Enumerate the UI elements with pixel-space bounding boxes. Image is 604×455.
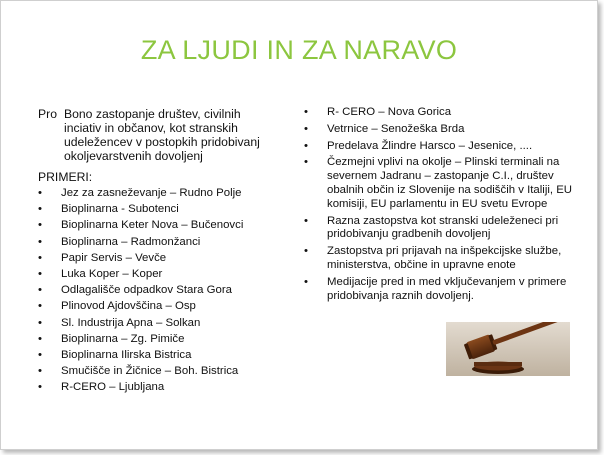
slide-title: ZA LJUDI IN ZA NARAVO	[140, 35, 458, 65]
list-item-text: Bioplinarna - Subotenci	[61, 203, 179, 216]
list-item-text: Odlagališče odpadkov Stara Gora	[61, 284, 232, 297]
list-item-text: Plinovod Ajdovščina – Osp	[61, 300, 196, 313]
list-item-text: Jez za zasneževanje – Rudno Polje	[61, 187, 242, 199]
list-item	[304, 156, 574, 211]
bullet-icon: •	[304, 156, 308, 169]
intro-text: Bono zastopanje društev, civilnih inciativ in občanov, kot stranskih udeležencev v postopkih pridobivanj okoljevarstvenih dovoljenj	[64, 107, 260, 163]
list-item	[38, 234, 293, 250]
list-item	[304, 215, 574, 243]
bullet-icon: •	[304, 106, 308, 118]
bullet-icon: •	[38, 267, 42, 280]
list-item	[38, 185, 293, 201]
intro-lead: Pro	[38, 107, 57, 121]
left-examples-list	[38, 185, 293, 395]
list-item-text: Čezmejni vplivi na okolje – Plinski terminali na severnem Jadranu – zastopanje C.I., društev obalnih občin iz Slovenije na sodiščih v Italiji, EU komisiji, EU parlamentu in EU svetu Evrope	[327, 156, 573, 210]
list-item	[38, 379, 293, 395]
list-item-text: R-CERO – Ljubljana	[61, 381, 165, 394]
bullet-icon: •	[38, 219, 42, 232]
bullet-icon: •	[38, 203, 42, 216]
list-item-text: Zastopstva pri prijavah na inšpekcijske službe, ministerstva, občine in upravne enote	[327, 245, 562, 271]
primeri-heading: PRIMERI:	[38, 170, 93, 184]
bullet-icon: •	[304, 214, 308, 227]
bullet-icon: •	[304, 275, 308, 288]
list-item-text: Sl. Industrija Apna – Solkan	[61, 316, 201, 329]
list-item	[38, 363, 293, 379]
bullet-icon: •	[38, 348, 42, 361]
list-item-text: Vetrnice – Senožeška Brda	[327, 122, 465, 135]
list-item	[304, 245, 574, 273]
list-item-text: Bioplinarna Ilirska Bistrica	[61, 348, 192, 361]
bullet-icon: •	[38, 381, 42, 394]
bullet-icon: •	[304, 245, 308, 258]
list-item	[304, 123, 574, 137]
list-item	[304, 276, 574, 304]
bullet-icon: •	[38, 187, 42, 199]
list-item	[304, 140, 574, 154]
list-item-text: Medijacije pred in med vključevanjem v primere pridobivanja raznih dovoljenj.	[327, 275, 567, 302]
list-item	[38, 250, 293, 266]
list-item-text: Bioplinarna – Zg. Pimiče	[61, 332, 185, 345]
bullet-icon: •	[38, 300, 42, 313]
bullet-icon: •	[38, 284, 42, 297]
list-item-text: Bioplinarna – Radmonžanci	[61, 235, 201, 248]
list-item-text: Papir Servis – Vevče	[61, 251, 167, 264]
gavel-image	[446, 322, 570, 376]
list-item-text: Predelava Žlindre Harsco – Jesenice, ....	[327, 139, 533, 152]
bullet-icon: •	[38, 251, 42, 264]
list-item	[38, 201, 293, 217]
list-item	[38, 266, 293, 282]
bullet-icon: •	[304, 122, 308, 135]
bullet-icon: •	[38, 332, 42, 345]
list-item	[38, 282, 293, 298]
bullet-icon: •	[38, 365, 42, 378]
list-item	[38, 331, 293, 347]
bullet-icon: •	[304, 139, 308, 152]
list-item	[38, 298, 293, 314]
list-item	[38, 315, 293, 331]
bullet-icon: •	[38, 235, 42, 248]
list-item	[38, 217, 293, 233]
list-item	[304, 106, 574, 120]
list-item-text: R- CERO – Nova Gorica	[327, 106, 452, 118]
list-item-text: Luka Koper – Koper	[61, 267, 163, 280]
intro-paragraph	[38, 107, 278, 163]
list-item-text: Bioplinarna Keter Nova – Bučenovci	[61, 219, 244, 232]
right-examples-list	[304, 106, 574, 306]
list-item	[38, 347, 293, 363]
bullet-icon: •	[38, 316, 42, 329]
list-item-text: Razna zastopstva kot stranski udeleženeci pri pridobivanju gradbenih dovoljenj	[327, 214, 559, 241]
list-item-text: Smučišče in Žičnice – Boh. Bistrica	[61, 365, 239, 378]
